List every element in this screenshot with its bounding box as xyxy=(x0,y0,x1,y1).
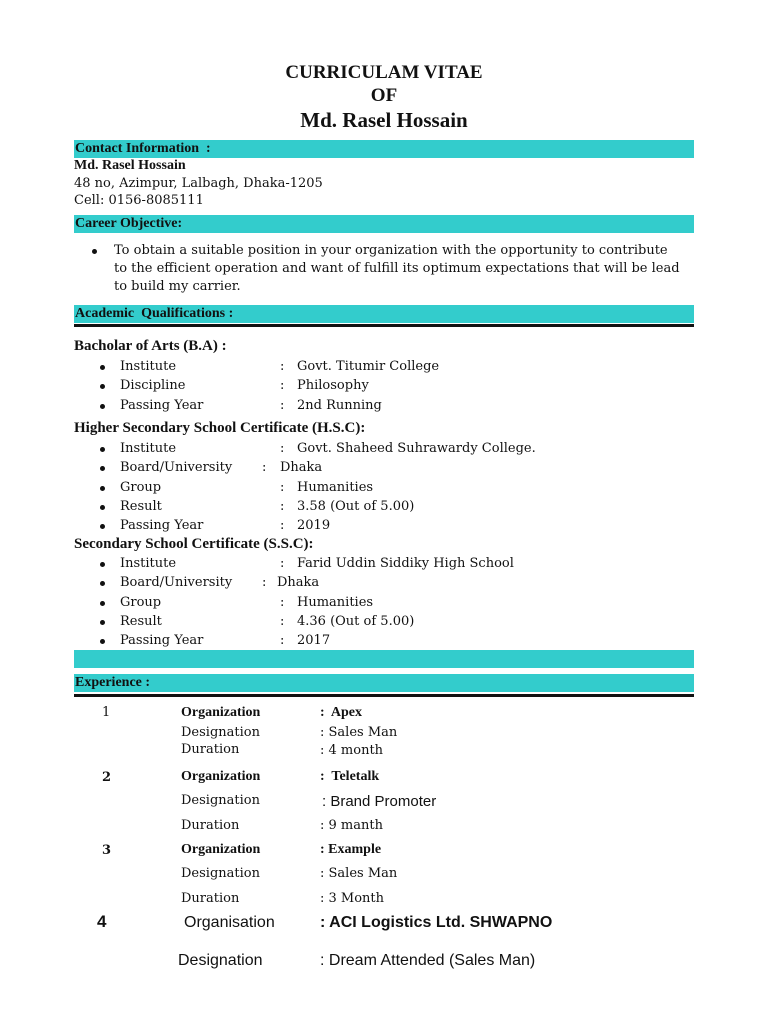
field-value: Humanities xyxy=(297,594,374,610)
bullet-icon xyxy=(100,404,105,409)
field-label: Result xyxy=(120,613,162,629)
duration-value: : 9 manth xyxy=(320,818,383,833)
entry-number: 3 xyxy=(102,843,112,858)
field-colon: : xyxy=(280,378,285,394)
bullet-icon xyxy=(100,601,105,606)
field-label: Passing Year xyxy=(120,633,204,649)
field-colon: : xyxy=(280,359,285,374)
field-value: 4.36 (Out of 5.00) xyxy=(297,613,415,629)
field-label: Board/University xyxy=(120,460,233,476)
divider xyxy=(74,324,694,327)
field-label: Passing Year xyxy=(120,518,204,534)
contact-heading-bar xyxy=(74,140,694,158)
org-label: Organisation xyxy=(184,914,275,931)
duration-value: : 4 month xyxy=(320,743,384,758)
bullet-icon xyxy=(100,562,105,567)
contact-name: Md. Rasel Hossain xyxy=(74,158,186,173)
field-colon: : xyxy=(280,441,285,456)
field-value: Govt. Shaheed Suhrawardy College. xyxy=(297,441,536,456)
blank-bar xyxy=(74,650,694,668)
field-label: Result xyxy=(120,498,162,514)
bullet-icon xyxy=(100,639,105,644)
objective-line: to build my carrier. xyxy=(114,279,241,294)
contact-cell: Cell: 0156-8085111 xyxy=(74,193,204,208)
cv-of: OF xyxy=(370,85,398,106)
experience-heading: Experience : xyxy=(75,675,151,690)
objective-line: to the efficient operation and want of fulfill its optimum expectations that will be lead xyxy=(114,261,680,276)
bullet-icon xyxy=(100,447,105,452)
org-value: : ACI Logistics Ltd. SHWAPNO xyxy=(320,914,553,931)
hsc-title: Higher Secondary School Certificate (H.S.C): xyxy=(74,420,366,436)
field-colon: : xyxy=(280,397,285,413)
field-colon: : xyxy=(280,498,285,514)
org-value: : Teletalk xyxy=(320,769,380,784)
field-colon: : xyxy=(280,594,285,610)
field-colon: : xyxy=(280,479,285,495)
cv-title: CURRICULAM VITAE xyxy=(285,62,483,83)
field-colon: : xyxy=(280,613,285,629)
contact-heading: Contact Information : xyxy=(75,141,211,156)
divider xyxy=(74,694,694,697)
designation-label: Designation xyxy=(181,866,260,881)
field-colon: : xyxy=(262,575,267,591)
field-label: Institute xyxy=(120,441,177,456)
field-value: 3.58 (Out of 5.00) xyxy=(297,498,415,514)
duration-label: Duration xyxy=(181,818,240,833)
objective-heading: Career Objective: xyxy=(75,216,183,231)
bullet-icon xyxy=(100,486,105,491)
field-value: Philosophy xyxy=(297,378,369,394)
duration-label: Duration xyxy=(181,742,240,757)
field-label: Group xyxy=(120,594,162,610)
field-value: Govt. Titumir College xyxy=(297,359,440,374)
field-label: Group xyxy=(120,479,162,495)
bullet-icon xyxy=(100,581,105,586)
experience-heading-bar xyxy=(74,674,694,692)
entry-number: 4 xyxy=(97,912,107,931)
field-value: Humanities xyxy=(297,479,374,495)
designation-value: : Brand Promoter xyxy=(322,793,437,810)
bullet-icon xyxy=(100,524,105,529)
org-value: : Apex xyxy=(320,705,362,720)
entry-number: 1 xyxy=(102,705,111,720)
org-label: Organization xyxy=(181,705,261,720)
bullet-icon xyxy=(100,365,105,370)
field-label: Board/University xyxy=(120,575,233,591)
designation-value: : Sales Man xyxy=(320,725,398,740)
field-value: Farid Uddin Siddiky High School xyxy=(297,556,514,571)
ssc-title: Secondary School Certificate (S.S.C): xyxy=(74,536,314,552)
field-value: 2019 xyxy=(297,518,331,534)
field-label: Discipline xyxy=(120,378,186,394)
field-value: Dhaka xyxy=(277,575,320,591)
objective-heading-bar xyxy=(74,215,694,233)
field-value: 2017 xyxy=(297,633,331,649)
duration-label: Duration xyxy=(181,891,240,906)
bullet-icon xyxy=(100,505,105,510)
designation-label: Designation xyxy=(178,952,263,969)
academic-heading-bar xyxy=(74,305,694,323)
field-label: Institute xyxy=(120,359,177,374)
contact-address: 48 no, Azimpur, Lalbagh, Dhaka-1205 xyxy=(74,176,323,191)
designation-value: : Sales Man xyxy=(320,866,398,881)
bullet-icon xyxy=(92,249,97,254)
duration-value: : 3 Month xyxy=(320,891,385,906)
field-label: Institute xyxy=(120,556,177,571)
ba-title: Bacholar of Arts (B.A) : xyxy=(74,338,227,354)
academic-heading: Academic Qualifications : xyxy=(75,306,234,321)
field-label: Passing Year xyxy=(120,397,204,413)
field-colon: : xyxy=(280,518,285,534)
field-colon: : xyxy=(262,460,267,476)
designation-value: : Dream Attended (Sales Man) xyxy=(320,952,536,969)
field-value: Dhaka xyxy=(280,460,323,476)
designation-label: Designation xyxy=(181,793,260,808)
bullet-icon xyxy=(100,384,105,389)
entry-number: 2 xyxy=(102,770,112,785)
org-value: : Example xyxy=(320,842,382,857)
org-label: Organization xyxy=(181,842,261,857)
cv-name: Md. Rasel Hossain xyxy=(300,108,468,132)
bullet-icon xyxy=(100,466,105,471)
designation-label: Designation xyxy=(181,725,260,740)
field-colon: : xyxy=(280,633,285,649)
objective-line: To obtain a suitable position in your organization with the opportunity to contribute xyxy=(114,243,668,258)
field-colon: : xyxy=(280,556,285,571)
field-value: 2nd Running xyxy=(297,397,382,413)
org-label: Organization xyxy=(181,769,261,784)
bullet-icon xyxy=(100,620,105,625)
